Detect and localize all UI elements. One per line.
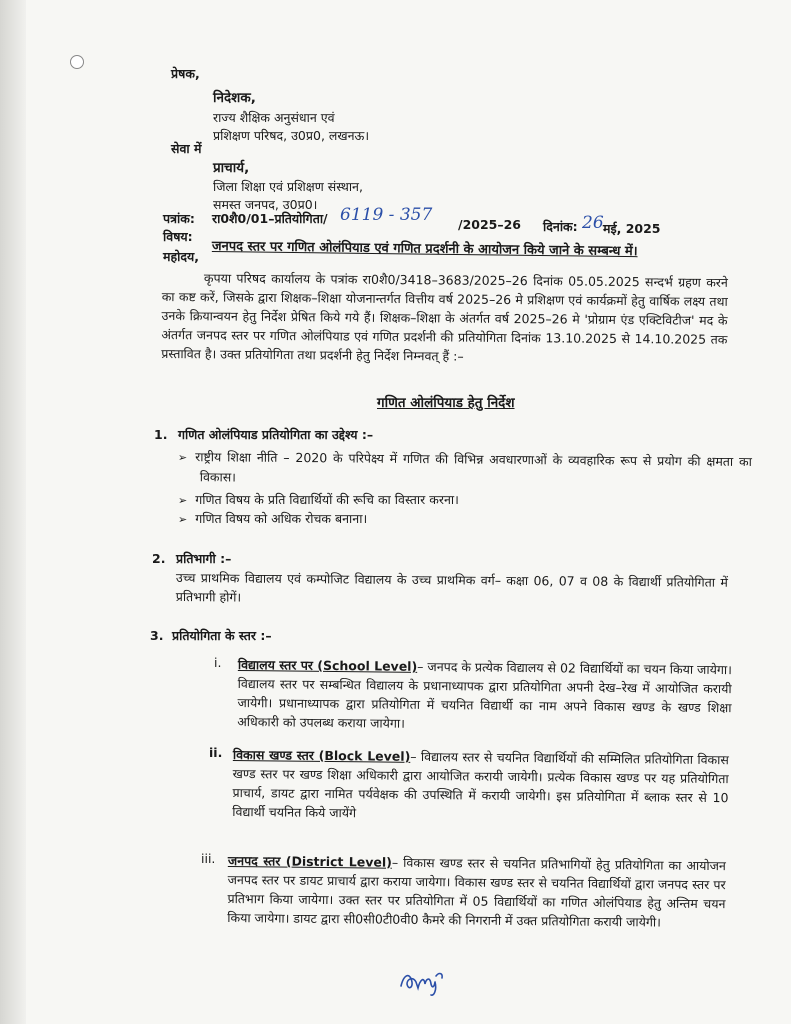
reference-label: पत्रांक:: [163, 211, 195, 226]
recipient-office-line1: जिला शिक्षा एवं प्रशिक्षण संस्थान,: [213, 179, 363, 194]
level3-text: – विकास खण्ड स्तर से चयनित प्रतिभागियों हेतु प्रतियोगिता का आयोजन जनपद स्तर पर डायट प्राचार्य द्वारा कराया जायेगा। विकास खण्ड स्तर से चयनित विद्यार्थियों द्वारा जनपद स्तर पर प्रतिभाग किया जायेगा। उक्त स्तर पर प्रतियोगिता में 05 विद्यार्थियों का गणित ओलंपियाड हेतु अन्तिम चयन किया जायेगा। डायट द्वारा सी0सी0टी0वी0 कैमरे की निगरानी में उक्त प्रतियोगिता करायी जायेगी।: [227, 854, 726, 930]
item1-heading: गणित ओलंपियाड प्रतियोगिता का उद्देश्य :–: [178, 427, 374, 442]
level2-numeral: ii.: [209, 745, 223, 760]
reference-year: /2025–26: [458, 217, 522, 232]
level1-numeral: i.: [214, 655, 222, 670]
item3-number: 3.: [150, 628, 164, 643]
signature-initials: [398, 962, 446, 998]
subject-text: जनपद स्तर पर गणित ओलंपियाड एवं गणित प्रदर्शनी के आयोजन किये जाने के सम्बन्ध में।: [211, 239, 638, 260]
sender-label: प्रेषक,: [171, 66, 200, 81]
level1-text: – जनपद के प्रत्येक विद्यालय से 02 विद्यार्थियों का चयन किया जायेगा। विद्यालय स्तर पर सम्बन्धित विद्यालय के प्रधानाध्यापक द्वारा प्रतियोगिता अपनी देख–रेख में आयोजित करायी जायेगी। प्रधानाध्यापक द्वारा प्रतियोगिता में चयनित विद्यार्थी का नाम अपने विकास खण्ड के खण्ड शिक्षा अधिकारी को उपलब्ध कराया जायेगा।: [237, 658, 732, 731]
reference-handwritten-number: 6119 - 357: [340, 205, 433, 225]
recipient-designation: प्राचार्य,: [213, 160, 250, 176]
sender-designation: निदेशक,: [213, 90, 256, 106]
salutation: महोदय,: [163, 249, 199, 264]
level3-paragraph: [227, 851, 726, 932]
level2-title: विकास खण्ड स्तर (Block Level): [232, 746, 411, 764]
list-item: ➢ गणित विषय को अधिक रोचक बनाना।: [178, 511, 368, 526]
item1-number: 1.: [154, 427, 168, 442]
list-item: ➢ गणित विषय के प्रति विद्यार्थियों की रूचि का विस्तार करना।: [178, 492, 459, 507]
level2-paragraph: [232, 745, 729, 826]
date-label: दिनांक:: [543, 219, 578, 234]
punch-hole: [70, 55, 84, 69]
sender-office-line2: प्रशिक्षण परिषद, उ0प्र0, लखनऊ।: [213, 128, 370, 143]
date-handwritten-day: 26: [582, 213, 604, 233]
section-heading: गणित ओलंपियाड हेतु निर्देश: [377, 395, 515, 411]
arrow-bullet-icon: ➢: [178, 494, 188, 507]
recipient-office-line2: समस्त जनपद, उ0प्र0।: [213, 197, 318, 212]
level3-numeral: iii.: [201, 851, 216, 866]
list-item: ➢ राष्ट्रीय शिक्षा नीति – 2020 के परिपेक्ष्य में गणित की विभिन्न अवधारणाओं के व्यवहारिक रूप से प्रयोग की क्षमता का विकास।: [177, 449, 752, 485]
level3-title: जनपद स्तर (District Level): [227, 852, 392, 870]
arrow-bullet-icon: ➢: [178, 513, 188, 526]
level2-text: – विद्यालय स्तर से चयनित विद्यार्थियों की सम्मिलित प्रतियोगिता विकास खण्ड स्तर पर खण्ड शिक्षा अधिकारी द्वारा आयोजित करायी जायेगी। प्रत्येक विकास खण्ड पर यह प्रतियोगिता प्राचार्य, डायट द्वारा नामित पर्यवेक्षक की उपस्थिति में करायी जायेगी। इस प्रतियोगिता में ब्लाक स्तर से 10 विद्यार्थी चयनित किये जायेंगे: [232, 748, 729, 821]
reference-prefix: रा0शै0/01–प्रतियोगिता/: [212, 211, 328, 226]
item2-text: उच्च प्राथमिक विद्यालय एवं कम्पोजिट विद्यालय के उच्च प्राथमिक वर्ग– कक्षा 06, 07 व 08 के विद्यार्थी प्रतियोगिता में प्रतिभागी होगें।: [175, 569, 728, 605]
recipient-label: सेवा में: [171, 141, 202, 156]
item2-heading: प्रतिभागी :–: [176, 551, 232, 566]
item2-number: 2.: [152, 551, 166, 566]
intro-paragraph: कृपया परिषद कार्यालय के पत्रांक रा0शै0/3418–3683/2025–26 दिनांक 05.05.2025 सन्दर्भ ग्रहण करने का कष्ट करें, जिसके द्वारा शिक्षक–शिक्षा योजनान्तर्गत वित्तीय वर्ष 2025–26 मे प्रशिक्षण एवं कार्यक्रमों हेतु वार्षिक लक्ष्य तथा उनके क्रियान्वयन हेतु निर्देश प्रेषित किये गये हैं। शिक्षक–शिक्षा के अंतर्गत वर्ष 2025–26 मे 'प्रोग्राम एंड एक्टिविटीज' मद के अंतर्गत जनपद स्तर पर गणित ओलंपियाड एवं गणित प्रदर्शनी की प्रतियोगिता दिनांक 13.10.2025 से 14.10.2025 तक प्रस्तावित है। उक्त प्रतियोगिता तथा प्रदर्शनी हेतु निर्देश निम्नवत् हैं :–: [161, 270, 728, 364]
item3-heading: प्रतियोगिता के स्तर :–: [172, 628, 272, 643]
arrow-bullet-icon: ➢: [177, 450, 188, 465]
subject-label: विषय:: [163, 229, 193, 244]
sender-office-line1: राज्य शैक्षिक अनुसंधान एवं: [213, 110, 335, 125]
level1-title: विद्यालय स्तर पर (School Level): [237, 656, 418, 674]
level1-paragraph: [237, 655, 732, 736]
date-rest: मई, 2025: [603, 221, 661, 236]
scan-edge: [0, 0, 26, 1024]
